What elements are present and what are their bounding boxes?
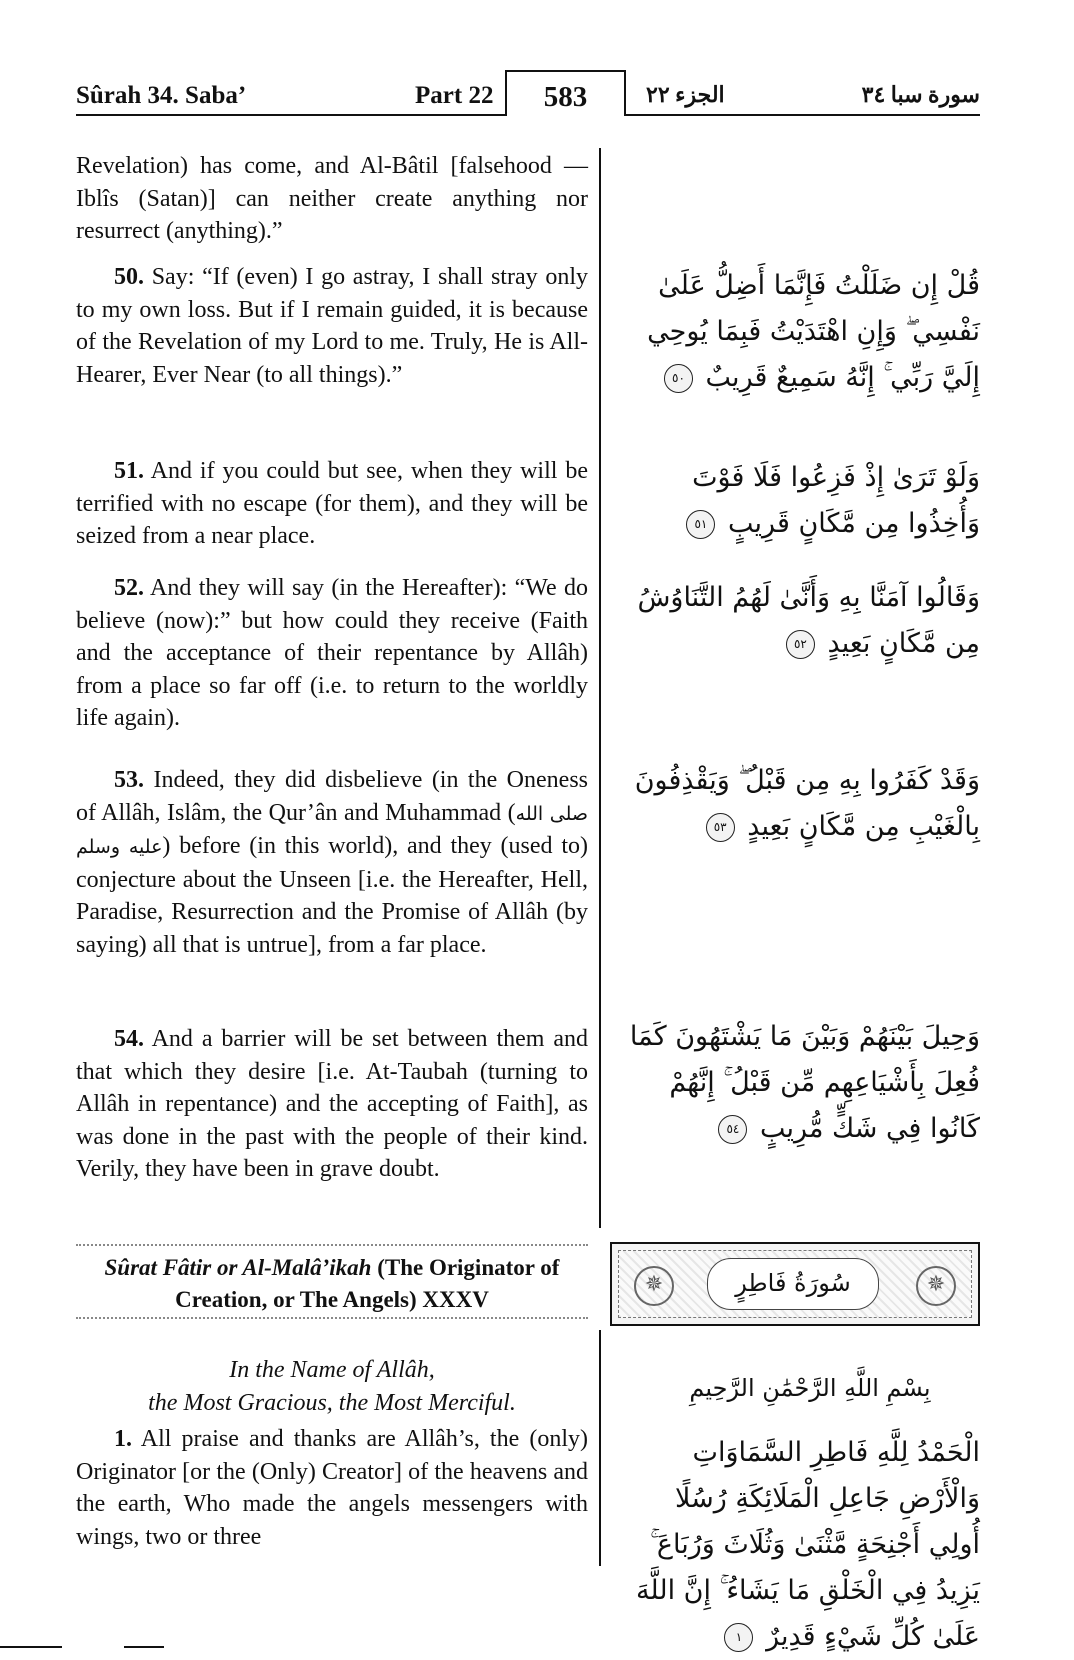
- verse-51-english: 51. And if you could but see, when they will be terrified with no escape (for them), and they will be seized from a near place.: [76, 458, 588, 549]
- verse-number: 52.: [114, 575, 144, 601]
- verse-54-arabic: وَحِيلَ بَيْنَهُمْ وَبَيْنَ مَا يَشْتَهُونَ كَمَا فُعِلَ بِأَشْيَاعِهِم مِّن قَبْلُ ۚ إِنَّهُمْ كَانُوا فِي شَكٍّ مُّرِيبٍ ٥٤: [629, 1021, 980, 1144]
- surah-heading: Sûrat Fâtir or Al-Malâ’ikah (The Originator of Creation, or The Angels) XXXV: [76, 1244, 588, 1319]
- verse-1-arabic: الْحَمْدُ لِلَّهِ فَاطِرِ السَّمَاوَاتِ وَالْأَرْضِ جَاعِلِ الْمَلَائِكَةِ رُسُلًا أُولِي أَجْنِحَةٍ مَّثْنَىٰ وَثُلَاثَ وَرُبَاعَ ۚ يَزِيدُ فِي الْخَلْقِ مَا يَشَاءُ ۚ إِنَّ اللَّهَ عَلَىٰ كُلِّ شَيْءٍ قَدِيرٌ ١: [635, 1437, 980, 1652]
- rosette-icon: ✵: [916, 1266, 956, 1306]
- verse-53-english: 53. Indeed, they did disbelieve (in the Oneness of Allâh, Islâm, the Qur’ân and Muhammad (صلى الله عليه وسلم) before (in this world), and they (used to) conjecture about the Unseen [i.e. the Hereafter, Hell, Paradise, Resurrection and the Promise of Allâh (by saying) all that is untrue], from a far place.: [76, 767, 589, 958]
- arabic-surah-title: سُورَةُ فَاطِرٍ: [707, 1258, 879, 1310]
- verse-53-arabic: وَقَدْ كَفَرُوا بِهِ مِن قَبْلُ ۖ وَيَقْذِفُونَ بِالْغَيْبِ مِن مَّكَانٍ بَعِيدٍ ٥٣: [634, 765, 980, 842]
- ayah-marker-icon: ١: [724, 1623, 753, 1652]
- part-label: Part 22: [415, 82, 494, 109]
- verse-52-arabic: وَقَالُوا آمَنَّا بِهِ وَأَنَّىٰ لَهُمُ التَّنَاوُشُ مِن مَّكَانٍ بَعِيدٍ ٥٢: [637, 582, 980, 659]
- page-number: 583: [505, 70, 626, 116]
- ayah-marker-icon: ٥١: [686, 510, 715, 539]
- verse-52-english: 52. And they will say (in the Hereafter): “We do believe (now):” but how could they receive (Faith and the acceptance of their repentance by Allâh) from a place so far off (i.e. to return to the worldly life again).: [76, 575, 588, 731]
- verse-54-english: 54. And a barrier will be set between them and that which they desire [i.e. At-Taubah (turning to Allâh in repentance) and the accepting of Faith], as was done in the past with the people of their kind. Verily, they have been in grave doubt.: [76, 1026, 588, 1182]
- verse-number: 51.: [114, 458, 144, 484]
- arabic-part-label: الجزء ٢٢: [646, 82, 725, 107]
- verse-number: 1.: [114, 1426, 132, 1452]
- arabic-surah-title: سورة سبا ٣٤: [861, 82, 980, 107]
- column-divider: [599, 148, 601, 1228]
- verse-number: 50.: [114, 264, 144, 290]
- surah-title: Sûrah 34. Saba’: [76, 82, 247, 109]
- verse-51-arabic: وَلَوْ تَرَىٰ إِذْ فَزِعُوا فَلَا فَوْتَ وَأُخِذُوا مِن مَّكَانٍ قَرِيبٍ ٥١: [625, 455, 980, 547]
- verse-50-english: 50. Say: “If (even) I go astray, I shall stray only to my own loss. But if I remain guided, it is because of the Revelation of my Lord to me. Truly, He is All-Hearer, Ever Near (to all things).”: [76, 264, 588, 388]
- continuation-text: Revelation) has come, and Al-Bâtil [falsehood — Iblîs (Satan)] can neither create anything nor resurrect (anything).”: [76, 153, 588, 244]
- bismillah-english: In the Name of Allâh, the Most Gracious, the Most Merciful.: [148, 1357, 516, 1416]
- verse-number: 53.: [114, 767, 144, 793]
- column-divider: [599, 1330, 601, 1566]
- ayah-marker-icon: ٥٣: [706, 813, 735, 842]
- ayah-marker-icon: ٥٠: [664, 364, 693, 393]
- salutation-text: صلى الله عليه وسلم: [76, 802, 589, 858]
- bismillah-arabic: بِسْمِ اللَّهِ الرَّحْمَٰنِ الرَّحِيمِ: [689, 1374, 931, 1402]
- footer-rule: [124, 1646, 164, 1648]
- page-header: [76, 70, 980, 116]
- rosette-icon: ✵: [634, 1266, 674, 1306]
- footer-rule: [0, 1646, 62, 1648]
- ayah-marker-icon: ٥٢: [786, 630, 815, 659]
- surah-banner: [610, 1242, 980, 1326]
- verse-number: 54.: [114, 1026, 144, 1052]
- verse-50-arabic: قُلْ إِن ضَلَلْتُ فَإِنَّمَا أَضِلُّ عَلَىٰ نَفْسِي ۖ وَإِنِ اهْتَدَيْتُ فَبِمَا يُوحِي إِلَيَّ رَبِّي ۚ إِنَّهُ سَمِيعٌ قَرِيبٌ ٥٠: [647, 270, 980, 393]
- verse-1-english: 1. All praise and thanks are Allâh’s, the (only) Originator [or the (Only) Creator] of the heavens and the earth, Who made the angels messengers with wings, two or three: [76, 1426, 588, 1550]
- ayah-marker-icon: ٥٤: [718, 1115, 747, 1144]
